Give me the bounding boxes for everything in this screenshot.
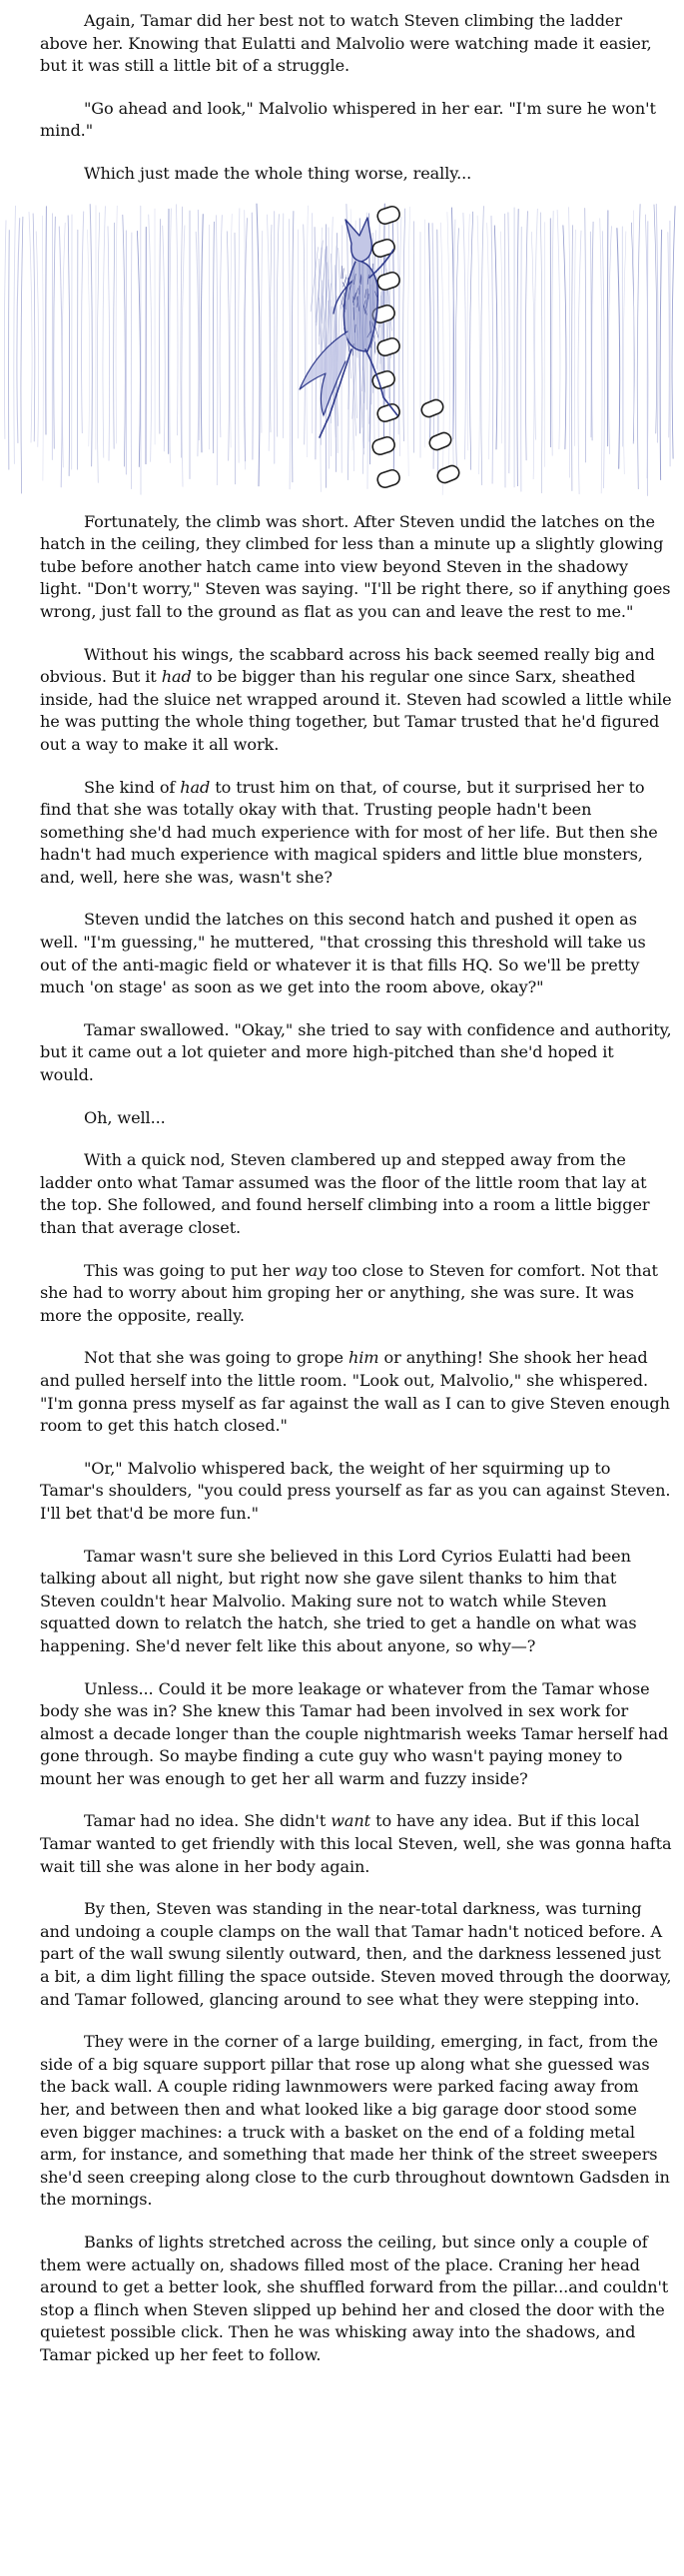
paragraph: Without his wings, the scabbard across his back seemed really big and obvious. But it had to be bigger than his regular one since Sarx, sheathed inside, had the sluice net wrapped around it. Steven had scowled a little while he was putting the whole thing together, but Tamar trusted that he'd figured out a way to make it all work.: [40, 644, 672, 754]
paragraph: Unless... Could it be more leakage or whatever from the Tamar whose body she was in? She knew this Tamar had been involved in sex work for almost a decade longer than the couple nightmarish weeks Tamar herself had gone through. So maybe finding a cute guy who wasn't paying money to mount her was enough to get her all warm and fuzzy inside?: [40, 1678, 669, 1788]
paragraph: "Or," Malvolio whispered back, the weight of her squirming up to Tamar's shoulders, "you could press yourself as far as you can against Steven. I'll bet that'd be more fun.": [40, 1458, 671, 1523]
paragraph: Not that she was going to grope him or anything! She shook her head and pulled herself into the little room. "Look out, Malvolio," she whispered. "I'm gonna press myself as far against the wall as I can to give Steven enough room to get this hatch closed.": [40, 1348, 670, 1436]
paragraph: Fortunately, the climb was short. After Steven undid the latches on the hatch in the ceiling, they climbed for less than a minute up a slightly glowing tube before another hatch came into view beyond Steven in the shadowy light. "Don't worry," Steven was saying. "I'll be right there, so if anything goes wrong, just fall to the ground as flat as you can and leave the rest to me.": [40, 511, 671, 621]
fox-climbing-ladder-sketch-icon: [0, 202, 684, 501]
paragraph: Steven undid the latches on this second hatch and pushed it open as well. "I'm guessing," he muttered, "that crossing this threshold will take us out of the anti-magic field or whatever it is that fills HQ. So we'll be pretty much 'on stage' as soon as we get into the room above, okay?": [40, 910, 646, 997]
paragraph: She kind of had to trust him on that, of course, but it surprised her to find that she was totally okay with that. Trusting people hadn't been something she'd had much experience with for most of her life. But then she hadn't had much experience with magical spiders and little blue monsters, and, well, here she was, wasn't she?: [40, 777, 658, 887]
paragraph: By then, Steven was standing in the near-total darkness, was turning and undoing a couple clamps on the wall that Tamar hadn't noticed before. A part of the wall swung silently outward, then, and the darkness lessened just a bit, a dim light filling the space outside. Steven moved through the doorway, and Tamar followed, glancing around to see what they were stepping into.: [40, 1899, 672, 2009]
paragraph: Oh, well...: [84, 1107, 166, 1127]
paragraph: This was going to put her way too close to Steven for comfort. Not that she had to worry about him groping her or anything, she was sure. It was more the opposite, really.: [40, 1260, 658, 1325]
story-section-after: [40, 511, 672, 2367]
paragraph: Banks of lights stretched across the ceiling, but since only a couple of them were actually on, shadows filled most of the place. Craning her head around to get a better look, she shuffled forward from the pillar...and couldn't stop a flinch when Steven slipped up behind her and closed the door with the quietest possible click. Then he was whisking away into the shadows, and Tamar picked up her feet to follow.: [40, 2232, 669, 2364]
paragraph: Which just made the whole thing worse, really...: [84, 163, 472, 183]
paragraph: Tamar swallowed. "Okay," she tried to say with confidence and authority, but it came out a lot quieter and more high-pitched than she'd hoped it would.: [40, 1019, 672, 1085]
paragraph: With a quick nod, Steven clambered up and stepped away from the ladder onto what Tamar assumed was the floor of the little room that lay at the top. She followed, and found herself climbing into a room a little bigger than that average closet.: [40, 1150, 650, 1237]
paragraph: "Go ahead and look," Malvolio whispered in her ear. "I'm sure he won't mind.": [40, 98, 656, 141]
paragraph: Tamar had no idea. She didn't want to have any idea. But if this local Tamar wanted to get friendly with this local Steven, well, she was gonna hafta wait till she was alone in her body again.: [40, 1811, 672, 1876]
story-section-before: [40, 10, 672, 186]
paragraph: Again, Tamar did her best not to watch Steven climbing the ladder above her. Knowing that Eulatti and Malvolio were watching made it easier, but it was still a little bit of a struggle.: [40, 11, 652, 76]
paragraph: Tamar wasn't sure she believed in this Lord Cyrios Eulatti had been talking about all night, but right now she gave silent thanks to him that Steven couldn't hear Malvolio. Making sure not to watch while Steven squatted down to relatch the hatch, she tried to get a handle on what was happening. She'd never felt like this about anyone, so why—?: [40, 1546, 637, 1655]
paragraph: They were in the corner of a large building, emerging, in fact, from the side of a big square support pillar that rose up along what she guessed was the back wall. A couple riding lawnmowers were parked facing away from her, and between then and what looked like a big garage door stood some even bigger machines: a truck with a basket on the end of a folding metal arm, for instance, and something that made her think of the street sweepers she'd seen creeping along close to the curb throughout downtown Gadsden in the mornings.: [40, 2032, 670, 2210]
